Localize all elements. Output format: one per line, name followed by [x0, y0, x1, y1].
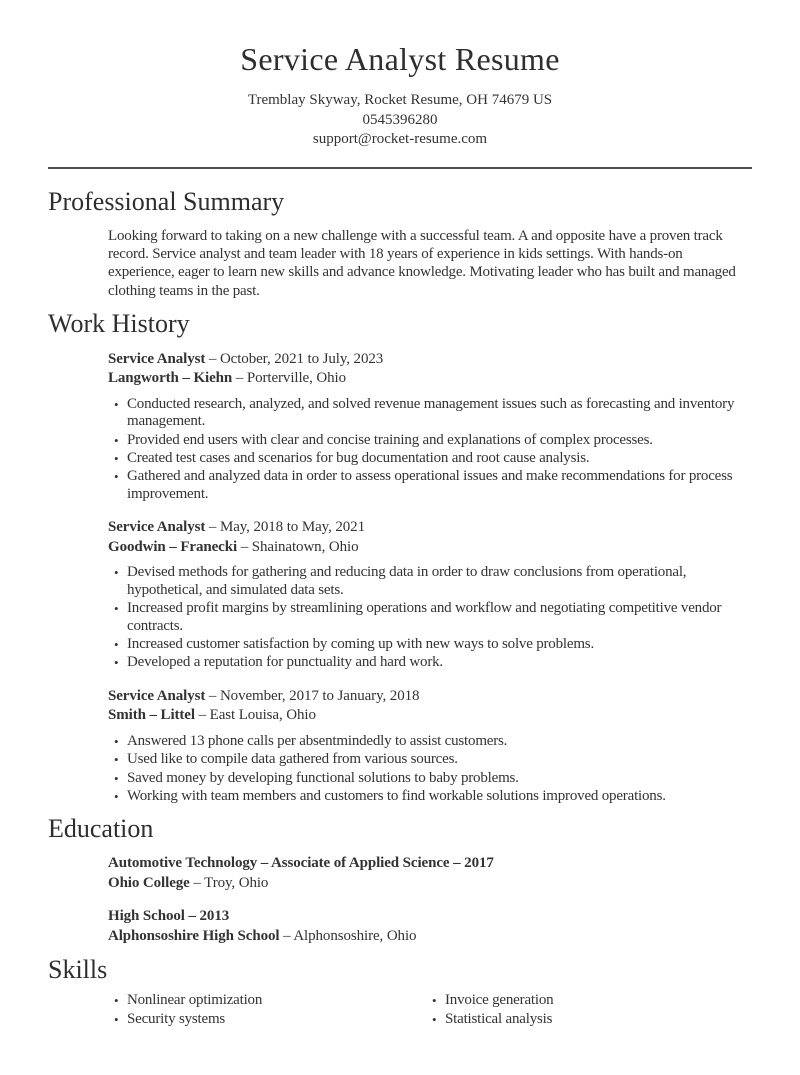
education-school-line [108, 874, 752, 894]
job-entry [108, 350, 752, 503]
contact-address: Tremblay Skyway, Rocket Resume, OH 74679 US [247, 92, 553, 109]
education-entry [108, 854, 752, 893]
skill-item: • Nonlinear optimization [108, 992, 426, 1009]
job-dates: October, 2021 to July, 2023 [219, 350, 384, 367]
job-company-line [108, 538, 752, 558]
education-location: Troy, Ohio [204, 874, 269, 891]
skills-column-right [426, 992, 752, 1029]
job-location: Porterville, Ohio [246, 370, 346, 387]
job-bullet-list [108, 396, 752, 503]
job-company-line [108, 369, 752, 389]
job-bullet: • Increased profit margins by streamlining operations and workflow and negotiating competitive vendor contracts. [108, 600, 752, 635]
job-title-line [108, 350, 752, 370]
job-title-line [108, 687, 752, 707]
job-location: East Louisa, Ohio [209, 707, 316, 724]
section-heading-skills: Skills [48, 955, 108, 985]
contact-info [48, 91, 752, 150]
job-bullet: • Used like to compile data gathered from various sources. [108, 751, 752, 768]
skills-column-left [108, 992, 426, 1029]
education-section [108, 854, 752, 946]
job-bullet: • Gathered and analyzed data in order to assess operational issues and make recommendations for process improvement. [108, 468, 752, 503]
header-divider [48, 167, 752, 169]
separator: – [189, 874, 205, 891]
separator: – [205, 350, 220, 367]
separator: – [194, 707, 210, 724]
job-location: Shainatown, Ohio [251, 538, 359, 555]
separator: – [237, 538, 252, 555]
contact-phone: 0545396280 [362, 111, 438, 128]
job-bullet: • Devised methods for gathering and reducing data in order to draw conclusions from operational, hypothetical, and simulated data sets. [108, 564, 752, 599]
page-title: Service Analyst Resume [240, 41, 560, 77]
job-company: Langworth – Kiehn [108, 370, 233, 387]
job-bullet: • Increased customer satisfaction by coming up with new ways to solve problems. [108, 636, 752, 653]
job-bullet: • Working with team members and customers to find workable solutions improved operations. [108, 788, 752, 805]
job-entry [108, 518, 752, 671]
separator: – [205, 687, 220, 704]
summary-text: Looking forward to taking on a new challenge with a successful team. A and opposite have a proven track record. Service analyst and team leader with 18 years of experience in kids settings. With hands-on experience, eager to learn new skills and advance knowledge. Motivating leader who has built and managed clothing teams in the past. [108, 227, 736, 299]
education-degree-line: Automotive Technology – Associate of Applied Science – 2017 [108, 855, 494, 872]
job-entry [108, 687, 752, 806]
job-title-line [108, 518, 752, 538]
job-bullet-list [108, 733, 752, 806]
resume-document [0, 40, 800, 1029]
separator: – [279, 927, 294, 944]
job-bullet: • Answered 13 phone calls per absentmindedly to assist customers. [108, 733, 752, 750]
job-title: Service Analyst [108, 519, 206, 536]
education-location: Alphonsoshire, Ohio [293, 927, 417, 944]
job-company: Goodwin – Franecki [108, 538, 238, 555]
education-school-line [108, 927, 752, 947]
education-school: Ohio College [108, 874, 190, 891]
job-company-line [108, 706, 752, 726]
job-title: Service Analyst [108, 687, 206, 704]
skill-item: • Invoice generation [426, 992, 752, 1009]
job-dates: November, 2017 to January, 2018 [219, 687, 420, 704]
education-school: Alphonsoshire High School [108, 927, 280, 944]
section-heading-education: Education [48, 814, 154, 844]
separator: – [205, 519, 220, 536]
section-heading-work-history: Work History [48, 308, 190, 338]
job-bullet: • Created test cases and scenarios for bug documentation and root cause analysis. [108, 450, 752, 467]
skill-item: • Statistical analysis [426, 1011, 752, 1028]
job-bullet: • Provided end users with clear and concise training and explanations of complex processes. [108, 432, 752, 449]
education-degree-line: High School – 2013 [108, 908, 230, 925]
job-bullet-list [108, 564, 752, 671]
job-title: Service Analyst [108, 350, 206, 367]
job-bullet: • Saved money by developing functional solutions to baby problems. [108, 770, 752, 787]
job-bullet: • Developed a reputation for punctuality and hard work. [108, 654, 752, 671]
job-company: Smith – Littel [108, 707, 195, 724]
skill-item: • Security systems [108, 1011, 426, 1028]
skills-section [108, 992, 752, 1029]
separator: – [232, 370, 247, 387]
work-history-section [108, 350, 752, 806]
contact-email: support@rocket-resume.com [312, 131, 488, 148]
section-heading-summary: Professional Summary [48, 186, 285, 216]
education-entry [108, 907, 752, 946]
job-bullet: • Conducted research, analyzed, and solved revenue management issues such as forecasting and inventory management. [108, 396, 752, 431]
job-dates: May, 2018 to May, 2021 [219, 519, 365, 536]
